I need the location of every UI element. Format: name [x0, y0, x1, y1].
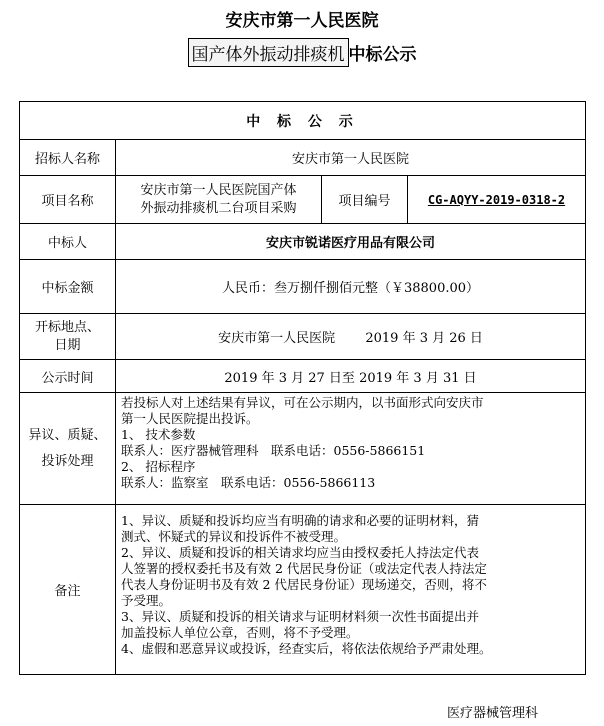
project-code-value: CG-AQYY-2019-0318-2	[408, 176, 586, 224]
amount-label: 中标金额	[20, 260, 116, 314]
notes-line: 4、虚假和恶意异议或投诉，经查实后，将依法依规给予严肃处理。	[121, 641, 492, 656]
notes-line: 测式、怀疑式的异议和投诉件不被受理。	[121, 529, 347, 544]
subtitle-suffix: 中标公示	[348, 45, 417, 65]
opening-value	[116, 314, 586, 360]
opening-label	[20, 314, 116, 360]
objection-label	[20, 393, 116, 505]
row-project	[20, 176, 586, 224]
opening-label-line-1: 开标地点、	[34, 319, 100, 335]
period-value: 2019 年 3 月 27 日至 2019 年 3 月 31 日	[116, 360, 586, 393]
objection-line: 若投标人对上述结果有异议，可在公示期内，以书面形式向安庆市	[121, 395, 484, 410]
row-notes	[20, 505, 586, 675]
period-label: 公示时间	[20, 360, 116, 393]
objection-line: 1、 技术参数	[121, 427, 196, 442]
notes-content	[116, 505, 586, 675]
project-code-label: 项目编号	[322, 176, 408, 224]
row-opening	[20, 314, 586, 360]
row-amount	[20, 260, 586, 314]
tenderer-label: 招标人名称	[20, 140, 116, 176]
notes-line: 3、异议、质疑和投诉的相关请求与证明材料须一次性书面提出并	[121, 609, 479, 624]
table-heading: 中 标 公 示	[20, 102, 586, 140]
notes-label: 备注	[20, 505, 116, 675]
winner-label: 中标人	[20, 224, 116, 260]
tenderer-value: 安庆市第一人民医院	[116, 140, 586, 176]
row-winner	[20, 224, 586, 260]
table-heading-row	[20, 102, 586, 140]
footer-department: 医疗器械管理科	[446, 706, 538, 721]
project-name-value	[116, 176, 322, 224]
row-objection	[20, 393, 586, 505]
notes-line: 人签署的授权委托书及有效 2 代居民身份证（或法定代表人持法定	[121, 561, 487, 576]
award-table	[19, 101, 586, 675]
notes-line: 代表人身份证明书及有效 2 代居民身份证）现场递交，否则，将不	[121, 577, 487, 592]
subtitle-project-name: 国产体外振动排痰机	[188, 38, 349, 67]
notes-line: 1、异议、质疑和投诉均应当有明确的请求和必要的证明材料，猜	[121, 513, 479, 528]
notes-line: 2、异议、质疑和投诉的相关请求均应当由授权委托人持法定代表	[121, 545, 479, 560]
objection-line: 2、 招标程序	[121, 459, 196, 474]
opening-date: 2019 年 3 月 26 日	[365, 331, 483, 346]
amount-value: 人民币：叁万捌仟捌佰元整（￥38800.00）	[116, 260, 586, 314]
objection-content	[116, 393, 586, 505]
opening-place: 安庆市第一人民医院	[218, 331, 336, 346]
project-name-label: 项目名称	[20, 176, 116, 224]
objection-label-line-2: 投诉处理	[41, 453, 94, 469]
opening-label-line-2: 日期	[54, 337, 81, 353]
page-subtitle	[0, 38, 604, 67]
notes-line: 予受理。	[121, 593, 172, 608]
winner-value: 安庆市锐诺医疗用品有限公司	[116, 224, 586, 260]
objection-line: 联系人：医疗器械管理科 联系电话：0556-5866151	[121, 443, 426, 458]
notes-line: 加盖投标人单位公章，否则，将不予受理。	[121, 625, 359, 640]
project-name-line-1: 安庆市第一人民医院国产体	[140, 182, 297, 198]
objection-line: 联系人：监察室 联系电话：0556-5866113	[121, 475, 376, 490]
row-period	[20, 360, 586, 393]
project-name-line-2: 外振动排痰机二台项目采购	[140, 200, 297, 216]
row-tenderer	[20, 140, 586, 176]
objection-label-line-1: 异议、质疑、	[28, 427, 107, 443]
objection-line: 第一人民医院提出投诉。	[121, 411, 259, 426]
page-title: 安庆市第一人民医院	[225, 11, 379, 31]
